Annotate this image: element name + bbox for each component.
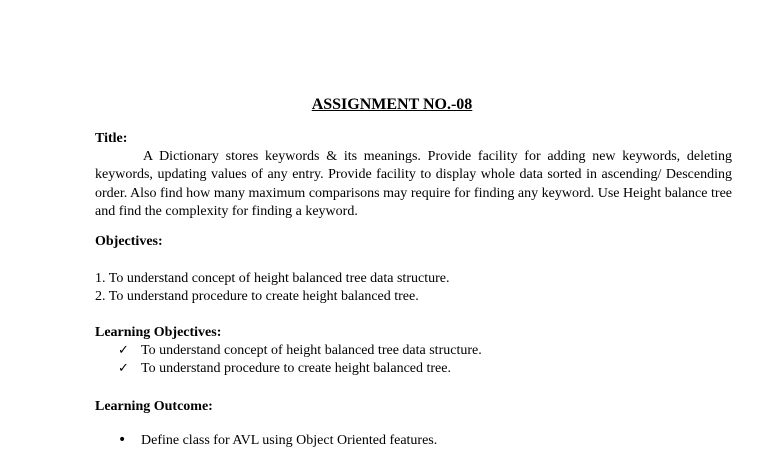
title-text: A Dictionary stores keywords & its meanings. Provide facility for adding new keywords, deleting keywords, updating values of any entry. Provide facility to display whole data sorted in ascending/ Descending order. Also find how many maximum comparisons may require for finding any keyword. Use Height balance tree and find the complexity for finding a keyword. [95,149,732,220]
check-mark-icon: ✓ [118,361,129,376]
objectives-label: Objectives: [95,234,163,249]
title-paragraph [95,148,732,222]
learning-objective-item-2 [118,361,451,377]
learning-outcome-label: Learning Outcome: [95,399,213,414]
learning-objective-text-2: To understand procedure to create height balanced tree. [141,361,451,376]
learning-outcome-text-1: Define class for AVL using Object Oriented features. [141,433,438,448]
bullet-icon: • [118,432,127,448]
learning-objective-text-1: To understand concept of height balanced tree data structure. [141,343,482,358]
learning-objectives-label: Learning Objectives: [95,325,222,340]
learning-objective-item-1 [118,343,482,359]
assignment-heading: ASSIGNMENT NO.-08 [311,96,473,113]
title-label: Title: [95,131,128,146]
objective-item-2: 2. To understand procedure to create height balanced tree. [95,289,419,304]
check-mark-icon: ✓ [118,343,129,358]
objective-item-1: 1. To understand concept of height balanced tree data structure. [95,271,450,286]
